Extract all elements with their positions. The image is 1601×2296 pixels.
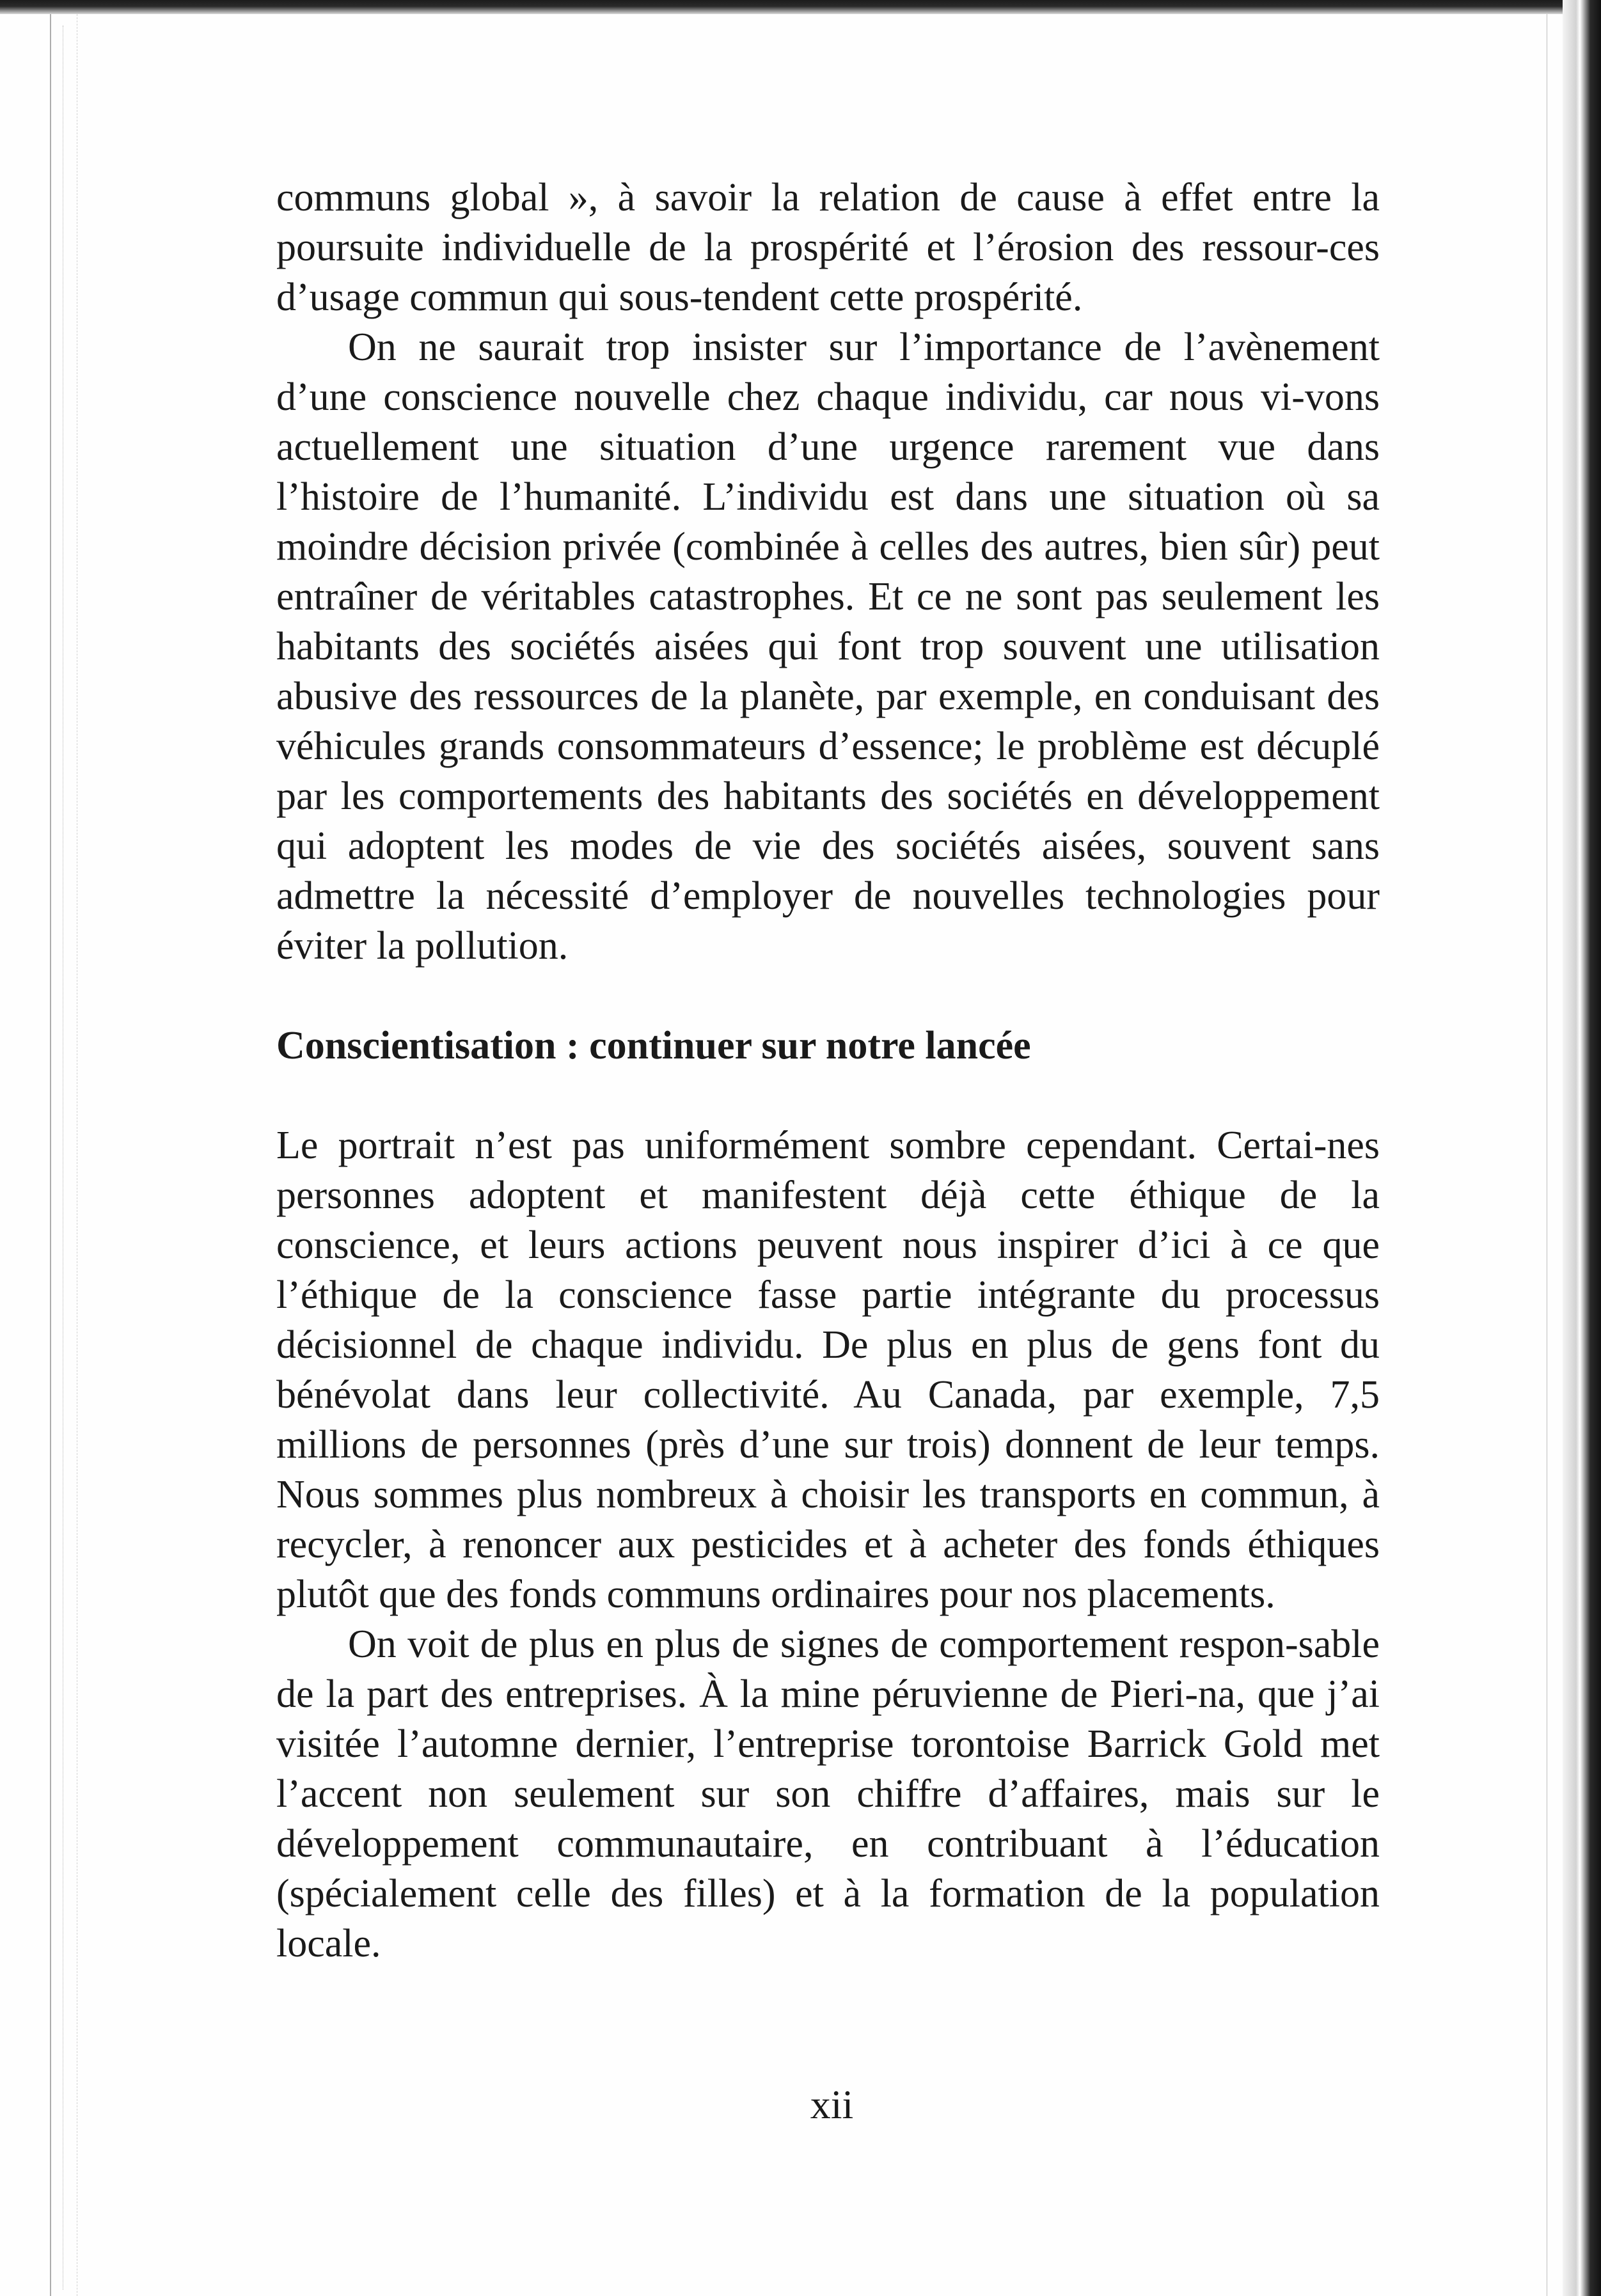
scan-right-edge	[1563, 0, 1601, 2296]
section-paragraph-2: On voit de plus en plus de signes de comportement respon-sable de la part des entreprises. À la mine péruvienne de Pieri-na, que j’ai visitée l’automne dernier, l’entreprise torontoise Barrick Gold met l’accent non seulement sur son chiffre d’affaires, mais sur le développement communautaire, en contribuant à l’éducation (spécialement celle des filles) et à la formation de la population locale.	[276, 1623, 1380, 1965]
section-paragraph-1: Le portrait n’est pas uniformément sombre cependant. Certai-nes personnes adoptent et manifestent déjà cette éthique de la conscience, et leurs actions peuvent nous inspirer d’ici à ce que l’éthique de la conscience fasse partie intégrante du processus décisionnel de chaque individu. De plus en plus de gens font du bénévolat dans leur collectivité. Au Canada, par exemple, 7,5 millions de personnes (près d’une sur trois) donnent de leur temps. Nous sommes plus nombreux à choisir les transports en commun, à recycler, à renoncer aux pesticides et à acheter des fonds éthiques plutôt que des fonds communs ordinaires pour nos placements.	[276, 1124, 1380, 1616]
section-heading: Conscientisation : continuer sur notre lancée	[276, 1024, 1031, 1067]
page-number	[0, 2080, 1601, 2130]
page-body	[276, 173, 1380, 1969]
body-paragraph-2: On ne saurait trop insister sur l’importance de l’avènement d’une conscience nouvelle chez chaque individu, car nous vi-vons actuellement une situation d’une urgence rarement vue dans l’histoire de l’humanité. L’individu est dans une situation où sa moindre décision privée (combinée à celles des autres, bien sûr) peut entraîner de véritables catastrophes. Et ce ne sont pas seulement les habitants des sociétés aisées qui font trop souvent une utilisation abusive des ressources de la planète, par exemple, en conduisant des véhicules grands consommateurs d’essence; le problème est décuplé par les comportements des habitants des sociétés en développement qui adoptent les modes de vie des sociétés aisées, souvent sans admettre la nécessité d’employer de nouvelles technologies pour éviter la pollution.	[276, 326, 1380, 968]
scan-top-edge	[0, 0, 1601, 14]
body-paragraph-1: communs global », à savoir la relation de cause à effet entre la poursuite individuelle de la prospérité et l’érosion des ressour-ces d’usage commun qui sous-tendent cette prospérité.	[276, 176, 1380, 319]
scan-left-gutter	[50, 14, 77, 2296]
page-number-text: xii	[810, 2082, 854, 2127]
